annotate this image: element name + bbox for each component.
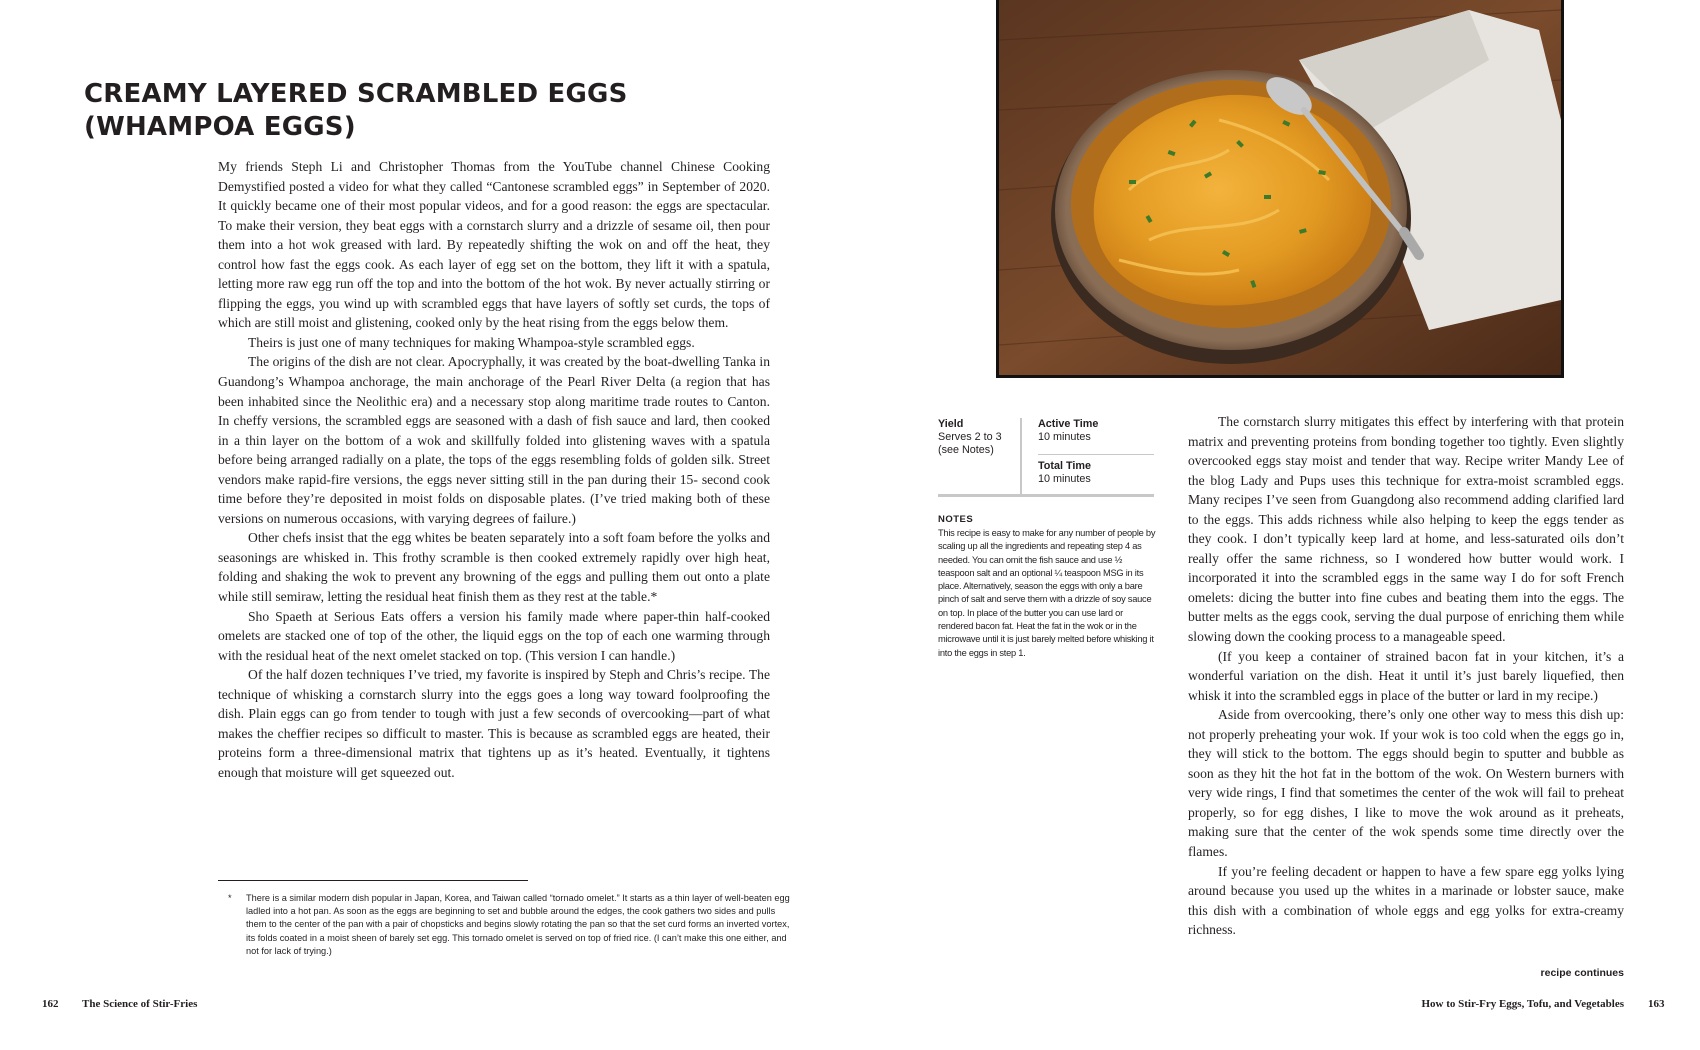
active-time-block <box>1038 418 1154 444</box>
active-time-label: Active Time <box>1038 418 1099 430</box>
total-time-label: Total Time <box>1038 460 1091 472</box>
paragraph: Sho Spaeth at Serious Eats offers a version his family made where paper-thin half-cooked omelets are stacked one of top of the other, the liquid eggs on the top of each one warming through with the residual heat of the next omelet stacked on top. (This version I can handle.) <box>218 608 770 663</box>
notes-box <box>938 514 1156 660</box>
info-divider <box>938 494 1154 497</box>
info-divider <box>1020 418 1022 496</box>
scrambled-eggs-photo <box>996 0 1564 378</box>
recipe-continues: recipe continues <box>1540 967 1624 979</box>
paragraph: The origins of the dish are not clear. Apocryphally, it was created by the boat-dwelling Tanka in Guandong’s Whampoa anchorage, the main anchorage of the Pearl River Delta (a region that has been inhabited since the Neolithic era) and a necessary stop along maritime trade routes to Canton. In cheffy versions, the scrambled eggs are seasoned with a dash of fish sauce and lard, then cooked in a thin layer on the bottom of a wok and skillfully folded into glistening waves with a spatula before being arranged radially on a plate, the tops of the eggs resembling folds of golden silk. Street vendors make rapid-fire versions, the eggs never sitting still in the pan during their 15- second cook time before they’re deposited in moist folds on disposable plates. (I’ve tried making both of these versions on numerous occasions, with varying degrees of failure.) <box>218 354 770 526</box>
notes-text: This recipe is easy to make for any number of people by scaling up all the ingredients and repeating step 4 as needed. You can omit the fish sauce and use ½ teaspoon salt and an optional ¼ teaspoon MSG in its place. Alternatively, season the eggs with only a bare pinch of salt and serve them with a drizzle of soy sauce on top. In place of the butter you can use lard or rendered bacon fat. Heat the fat in the wok or in the microwave until it is just barely melted before whisking it into the eggs in step 1. <box>938 528 1156 658</box>
photo-illustration <box>999 0 1561 375</box>
recipe-info-box <box>938 418 1154 498</box>
page-number-left: 162 <box>42 998 59 1010</box>
right-column-text <box>1188 412 1624 940</box>
yield-value: Serves 2 to 3 (see Notes) <box>938 431 1002 456</box>
paragraph: Of the half dozen techniques I’ve tried, my favorite is inspired by Steph and Chris’s recipe. The technique of whisking a cornstarch slurry into the eggs goes a long way toward foolproofing the dish. Plain eggs can go from tender to tough with just a few seconds of overcooking—part of what makes the cheffier recipes so difficult to master. This is because as scrambled eggs are heated, their proteins form a three-dimensional matrix that tightens up as it’s heated. Eventually, it tightens enough that moisture will get squeezed out. <box>218 667 770 780</box>
active-time-value: 10 minutes <box>1038 431 1091 443</box>
yield-label: Yield <box>938 418 964 430</box>
page-number-right: 163 <box>1648 998 1665 1010</box>
footnote-text: There is a similar modern dish popular in Japan, Korea, and Taiwan called “tornado omelet.” It starts as a thin layer of well-beaten egg ladled into a hot pan. As soon as the eggs are beginning to set and bubble around the edges, the cook gathers two sides and pulls them to the center of the pan with a pair of chopsticks and begins slowly rotating the pan so that the set curd forms an inverted vortex, its folds coated in a moist sheen of barely set egg. This tornado omelet is served on top of fried rice. (I can’t make this one either, and not for lack of trying.) <box>246 893 790 956</box>
paragraph: If you’re feeling decadent or happen to have a few spare egg yolks lying around because you used up the whites in a marinade or lobster sauce, make this dish with a combination of whole eggs and egg yolks for extra-creamy richness. <box>1188 863 1624 938</box>
footnote-rule <box>218 880 528 881</box>
paragraph: Other chefs insist that the egg whites be beaten separately into a soft foam before the yolks and seasonings are whisked in. This frothy scramble is then cooked extremely rapidly over high heat, folding and shaking the wok to prevent any browning of the eggs and pulling them out onto a plate while still semiraw, letting the residual heat finish them as they rest at the table.* <box>218 530 770 605</box>
notes-heading: NOTES <box>938 514 974 525</box>
running-head-right: How to Stir-Fry Eggs, Tofu, and Vegetables <box>1421 998 1624 1010</box>
footnote-mark: * <box>228 893 232 903</box>
info-divider <box>1038 454 1154 455</box>
total-time-block <box>1038 460 1154 486</box>
footnote <box>228 892 790 958</box>
paragraph: The cornstarch slurry mitigates this effect by interfering with that protein matrix and preventing proteins from bonding together too tightly. Even slightly overcooked eggs stay moist and tender that way. Recipe writer Mandy Lee of the blog Lady and Pups uses this technique for extra-moist scrambled eggs. Many recipes I’ve seen from Guangdong also recommend adding clarified lard to the eggs. This adds richness while also helping to keep the eggs tender as they cook. I don’t typically keep lard at home, and less-saturated oils don’t really offer the same richness, so I wondered how butter would work. I incorporated it into the scrambled eggs in the same way I do for soft French omelets: dicing the butter into fine cubes and beating them into the eggs. The butter melts as the eggs cook, serving the dual purpose of enriching them while slowing down the cooking process to a manageable speed. <box>1188 414 1624 645</box>
running-head-left: The Science of Stir-Fries <box>82 998 198 1010</box>
left-column-text <box>218 157 770 783</box>
recipe-title: CREAMY LAYERED SCRAMBLED EGGS (WHAMPOA EGGS) <box>84 79 628 142</box>
paragraph: Theirs is just one of many techniques for making Whampoa-style scrambled eggs. <box>248 334 695 350</box>
paragraph: (If you keep a container of strained bacon fat in your kitchen, it’s a wonderful variation on the dish. Heat it until it’s just barely liquefied, then whisk it into the scrambled eggs in place of the butter or lard in my recipe.) <box>1188 648 1624 703</box>
total-time-value: 10 minutes <box>1038 473 1091 485</box>
paragraph: My friends Steph Li and Christopher Thomas from the YouTube channel Chinese Cooking Demystified posted a video for what they called “Cantonese scrambled eggs” in September of 2020. It quickly became one of their most popular videos, and for a good reason: the eggs are spectacular. To make their version, they beat eggs with a cornstarch slurry and a drizzle of sesame oil, then pour them into a hot wok greased with lard. By repeatedly shifting the wok on and off the heat, they control how fast the eggs cook. As each layer of egg set on the bottom, they lift it with a spatula, letting more raw egg run off the top and into the bottom of the hot wok. By never actually stirring or flipping the eggs, you wind up with scrambled eggs that have layers of softly set curds, the tops of which are still moist and glistening, cooked only by the heat rising from the eggs below them. <box>218 159 770 331</box>
paragraph: Aside from overcooking, there’s only one other way to mess this dish up: not properly preheating your wok. If your wok is too cold when the eggs go in, they will stick to the bottom. The eggs should begin to sputter and bubble as soon as they hit the hot fat in the bottom of the wok. On Western burners with very wide rings, I find that sometimes the center of the wok will fail to preheat properly, so for egg dishes, I like to move the wok around as it preheats, making sure that the center of the wok spends some time directly over the flames. <box>1188 707 1624 860</box>
yield-block <box>938 418 1018 457</box>
